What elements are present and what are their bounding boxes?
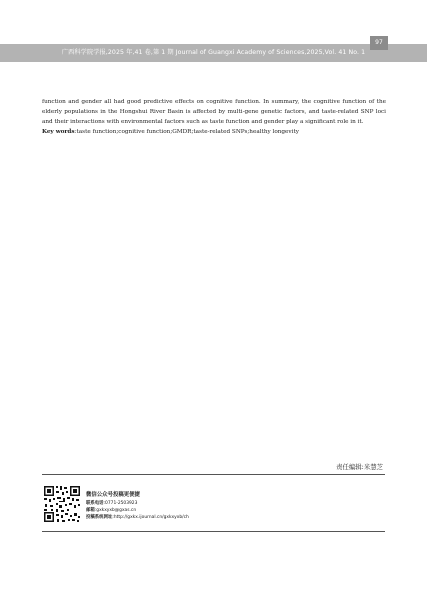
- contact-email-value[interactable]: :gxkxyxb@gxas.cn: [94, 508, 137, 513]
- keywords-text: :taste function;cognitive function;GMDR;taste-related SNPs;healthy longevity: [74, 129, 299, 135]
- contact-site: [86, 514, 189, 521]
- journal-header-text: 广西科学院学报,2025 年,41 卷,第 1 期 Journal of Guangxi Academy of Sciences,2025,Vol. 41 No. 1: [61, 49, 366, 56]
- contact-phone: [86, 500, 189, 507]
- contact-phone-label: 联系电话: [86, 501, 104, 506]
- contact-email: [86, 507, 189, 514]
- page-number: 97: [370, 36, 388, 50]
- contact-block: [86, 492, 189, 521]
- contact-email-label: 邮箱: [86, 508, 95, 513]
- contact-site-value[interactable]: :http://gxkx.ijournal.cn/gxkxyxb/ch: [112, 515, 189, 520]
- abstract-continuation: [42, 97, 386, 137]
- footer-top-rule: [42, 474, 385, 475]
- qr-code-icon: [43, 485, 81, 523]
- contact-heading: 微信公众号投稿更便捷: [86, 492, 140, 498]
- keywords-line: [42, 127, 386, 137]
- contact-site-label: 投稿系统网址: [86, 515, 113, 520]
- contact-phone-value: :0771-2503923: [103, 501, 138, 506]
- abstract-body: function and gender all had good predictive effects on cognitive function. In summary, the cognitive function of the elderly populations in the Hongshui River Basin is affected by multi-gene genetic factors, and taste-related SNP loci and their interactions with environmental factors such as taste function and gender play a significant role in it.: [42, 99, 386, 125]
- responsible-editor: 责任编辑:米慧芝: [336, 463, 383, 471]
- keywords-label: Key words: [42, 129, 75, 135]
- footer-bottom-rule: [42, 531, 385, 532]
